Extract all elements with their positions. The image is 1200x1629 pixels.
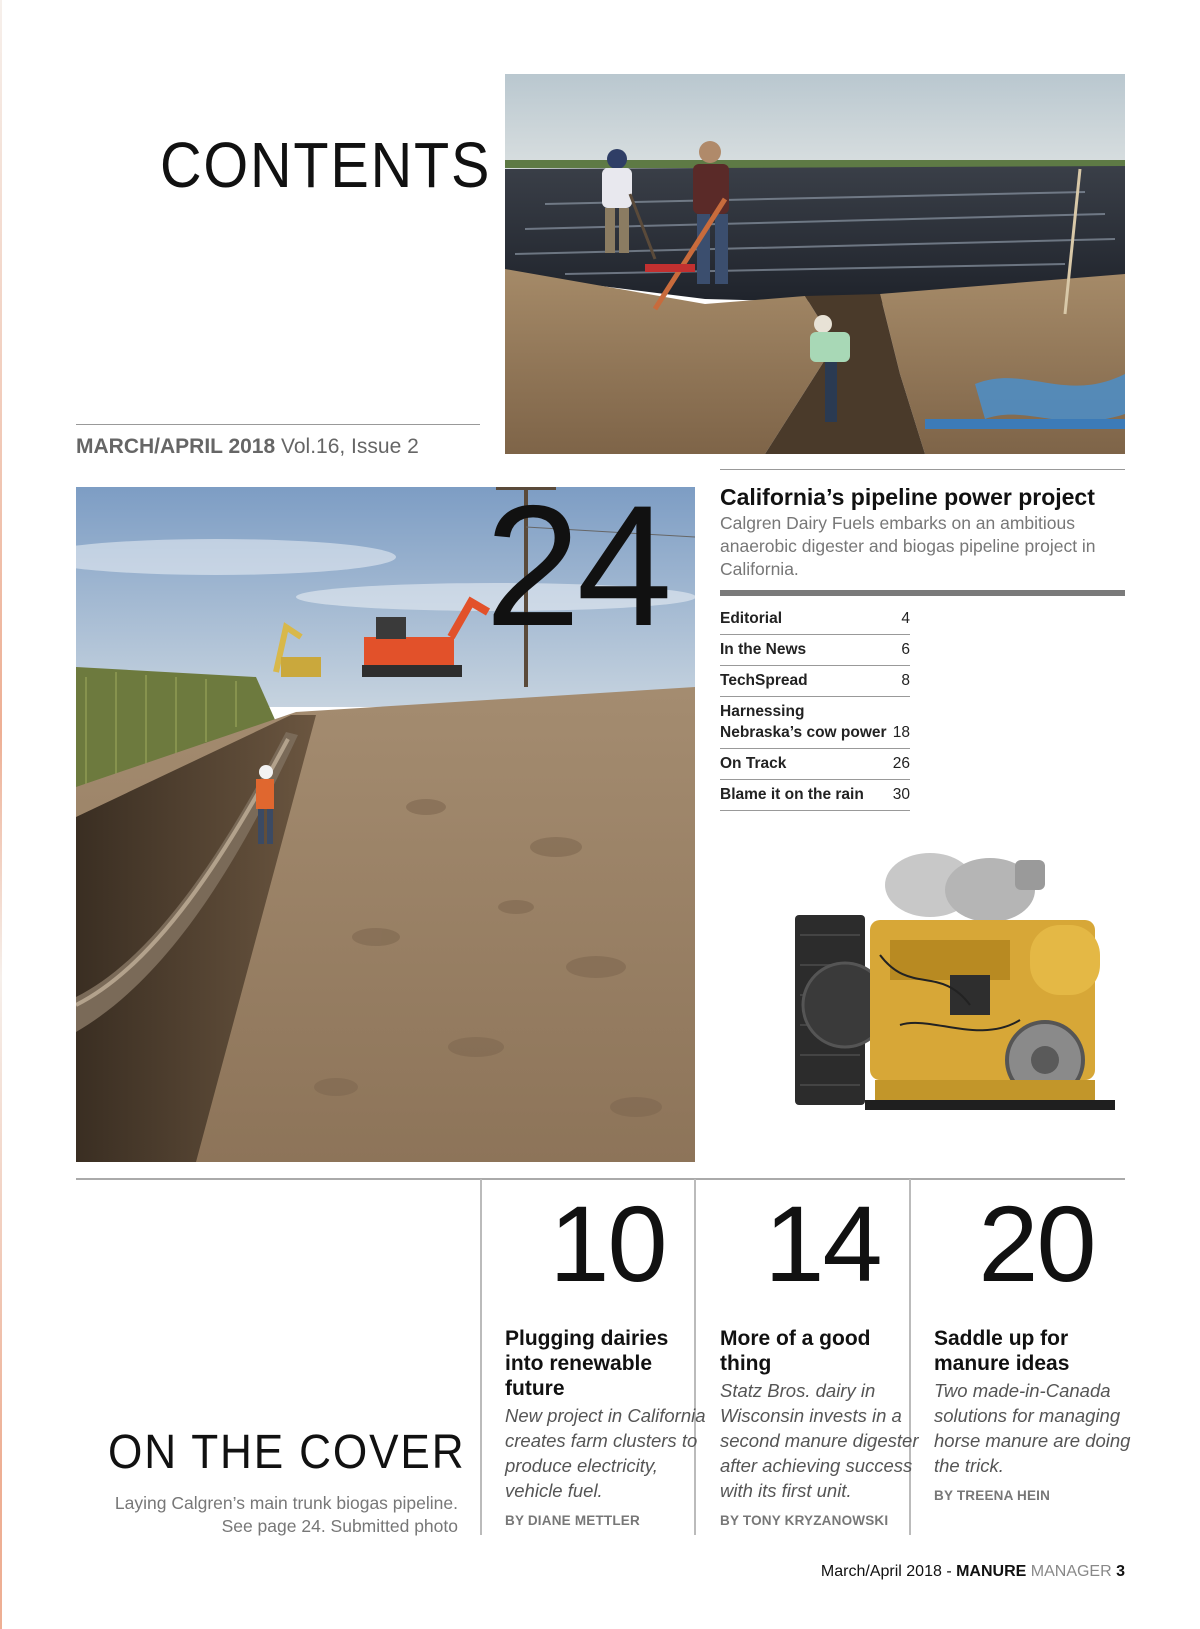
feature-description: Calgren Dairy Fuels embarks on an ambitious anaerobic digester and biogas pipeline project in California. (720, 513, 1096, 579)
thick-divider (720, 590, 1125, 596)
issue-info (76, 435, 419, 459)
departments-list (720, 604, 910, 811)
article-byline: BY TREENA HEIN (934, 1488, 1051, 1503)
list-item-page: 26 (892, 755, 910, 772)
article-title[interactable]: Plugging dairies into renewable future (505, 1327, 669, 1400)
page-title: CONTENTS (160, 129, 492, 201)
feature-title[interactable]: California’s pipeline power project (720, 484, 1095, 510)
list-item-page: 4 (901, 610, 910, 627)
footer-brand-light: MANAGER (1026, 1563, 1112, 1580)
cover-caption (76, 1492, 458, 1538)
list-item-label: Editorial (720, 610, 783, 627)
engine-photo (780, 845, 1125, 1145)
article-card[interactable] (720, 1180, 925, 1528)
article-title[interactable]: Saddle up for manure ideas (934, 1327, 1070, 1375)
cover-heading: ON THE COVER (108, 1426, 466, 1479)
article-card[interactable] (505, 1180, 710, 1528)
list-item[interactable] (720, 635, 910, 666)
article-description: Statz Bros. dairy in Wisconsin invests in a second manure digester after achieving success with its first unit. (720, 1380, 919, 1501)
article-description: Two made-in-Canada solutions for managing horse manure are doing the trick. (934, 1380, 1131, 1476)
footer-page-number: 3 (1111, 1563, 1125, 1580)
divider (720, 469, 1125, 470)
article-byline: BY TONY KRYZANOWSKI (720, 1513, 889, 1528)
article-page-number: 20 (978, 1183, 1095, 1304)
article-page-number: 14 (764, 1183, 881, 1304)
footer-brand-bold: MANURE (956, 1563, 1027, 1580)
list-item-label: In the News (720, 641, 807, 658)
article-byline: BY DIANE METTLER (505, 1513, 640, 1528)
list-item-page: 18 (892, 724, 910, 741)
lagoon-workers-photo (505, 74, 1125, 454)
list-item-page: 6 (901, 641, 910, 658)
list-item-label: Blame it on the rain (720, 786, 864, 803)
issue-volume: Vol.16, Issue 2 (275, 435, 419, 458)
list-item-page: 8 (901, 672, 910, 689)
issue-date: MARCH/APRIL 2018 (76, 435, 276, 458)
list-item-label: On Track (720, 755, 787, 772)
list-item[interactable] (720, 604, 910, 635)
cover-caption-line: Laying Calgren’s main trunk biogas pipeline. (114, 1493, 458, 1513)
list-item-label: TechSpread (720, 672, 808, 689)
list-item[interactable] (720, 780, 910, 811)
list-item-label: Harnessing Nebraska’s cow power (720, 703, 887, 741)
feature-page-number: 24 (485, 470, 669, 662)
page-footer (760, 1563, 1125, 1581)
column-divider (480, 1179, 482, 1535)
list-item[interactable] (720, 749, 910, 780)
divider (76, 424, 480, 425)
article-description: New project in California creates farm clusters to produce electricity, vehicle fuel. (505, 1405, 706, 1501)
footer-date: March/April 2018 - (820, 1563, 957, 1580)
list-item[interactable] (720, 697, 910, 749)
article-page-number: 10 (549, 1183, 666, 1304)
article-title[interactable]: More of a good thing (720, 1327, 871, 1375)
list-item[interactable] (720, 666, 910, 697)
page-edge (0, 0, 2, 1629)
list-item-page: 30 (892, 786, 910, 803)
cover-caption-line: See page 24. Submitted photo (221, 1516, 458, 1536)
article-card[interactable] (934, 1180, 1139, 1503)
